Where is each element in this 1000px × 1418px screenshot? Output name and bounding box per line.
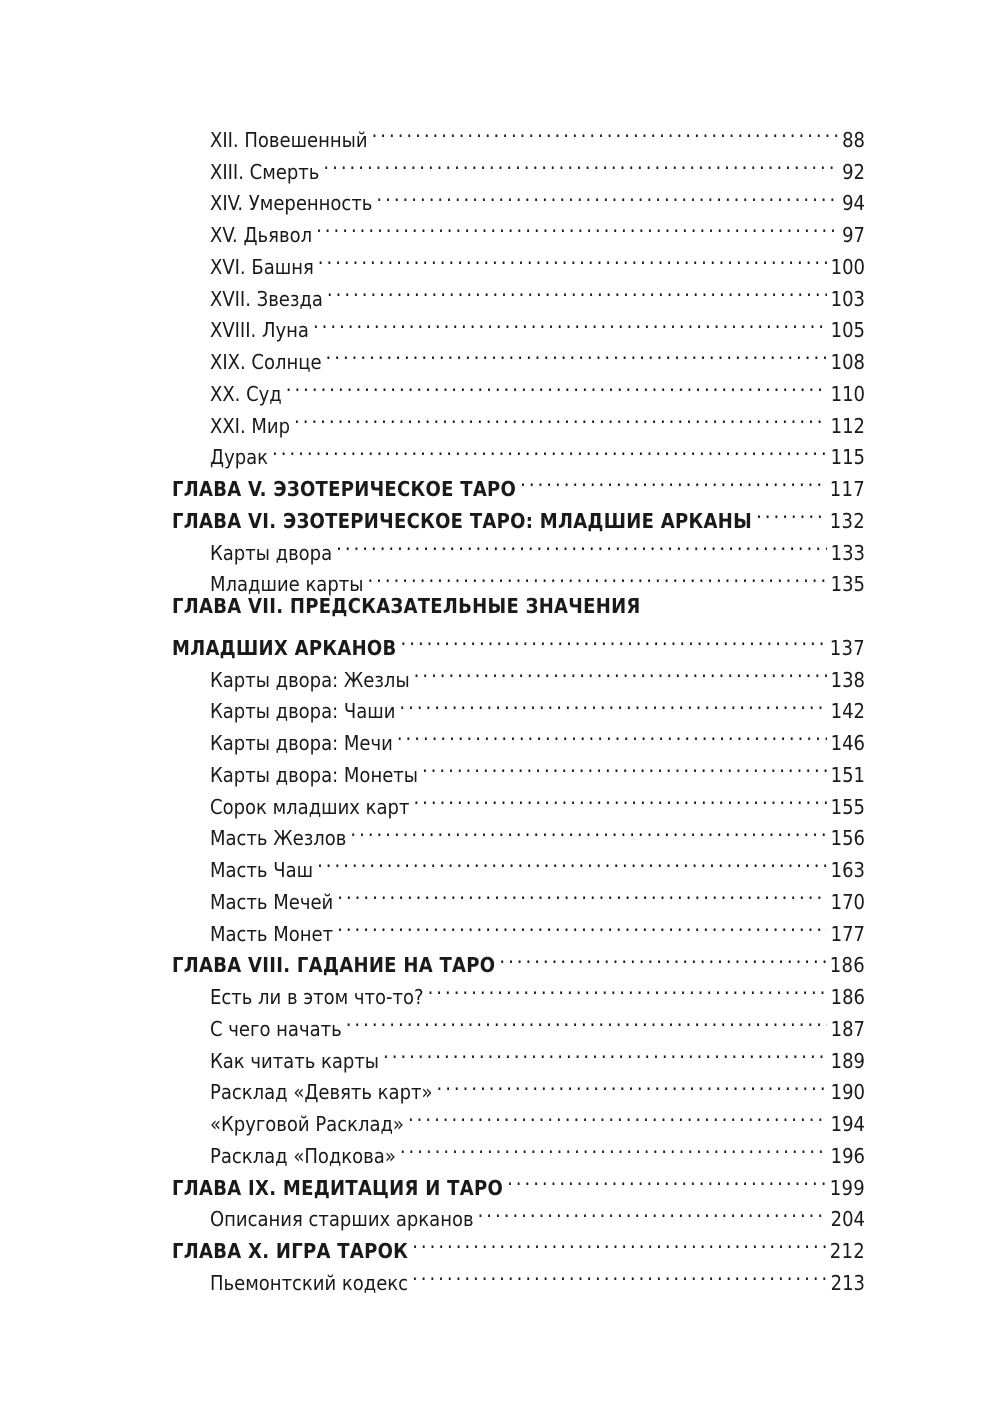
dot-leader — [399, 687, 826, 719]
toc-entry-title: ГЛАВА VII. ПРЕДСКАЗАТЕЛЬНЫЕ ЗНАЧЕНИЯ — [172, 594, 641, 619]
toc-chapter — [172, 623, 865, 660]
toc-page-number: 132 — [829, 508, 865, 533]
dot-leader — [346, 1004, 827, 1036]
toc-page-number: 170 — [830, 889, 865, 914]
toc-page-number: 177 — [830, 921, 865, 946]
dot-leader — [376, 179, 838, 211]
dot-leader — [412, 1226, 826, 1258]
toc-entry-title: ГЛАВА VI. ЭЗОТЕРИЧЕСКОЕ ТАРО: МЛАДШИЕ АРКАНЫ — [172, 508, 753, 533]
toc-entry-title: С чего начать — [210, 1016, 342, 1041]
toc-entry-title: Масть Жезлов — [210, 826, 347, 851]
toc-page-number: 117 — [829, 477, 865, 501]
toc-chapter — [172, 464, 865, 501]
dot-leader — [286, 369, 827, 401]
dot-leader — [316, 210, 838, 242]
dot-leader — [337, 909, 827, 941]
dot-leader — [413, 782, 826, 814]
toc-entry-title: «Круговой Расклад» — [210, 1112, 404, 1136]
toc-entry-title: ГЛАВА V. ЭЗОТЕРИЧЕСКОЕ ТАРО — [172, 477, 517, 501]
toc-page-number: 108 — [830, 350, 865, 374]
toc-page-number: 135 — [830, 572, 865, 597]
dot-leader — [323, 147, 838, 179]
toc-entry-title: XII. Повешенный — [210, 127, 368, 152]
dot-leader — [372, 115, 839, 147]
dot-leader — [478, 1195, 827, 1227]
toc-page-number: 212 — [829, 1239, 865, 1263]
toc-page-number: 94 — [842, 191, 865, 216]
toc-page-number: 115 — [830, 445, 865, 470]
toc-entry-title: Карты двора: Мечи — [210, 731, 393, 755]
toc-page-number: 156 — [830, 826, 865, 851]
toc-page-number: 112 — [830, 413, 865, 438]
dot-leader — [327, 274, 827, 306]
dot-leader — [336, 528, 827, 560]
toc-page-number: 103 — [830, 286, 865, 311]
toc-entry-title: Описания старших арканов — [210, 1207, 474, 1232]
toc-page-number: 194 — [830, 1112, 865, 1136]
toc-entry-title: XX. Суд — [210, 381, 282, 406]
dot-leader — [383, 1036, 827, 1068]
dot-leader — [507, 1163, 826, 1195]
toc-entry-title: Сорок младших карт — [210, 794, 410, 819]
toc-entry-title: Масть Монет — [210, 921, 334, 946]
dot-leader — [412, 1258, 827, 1290]
toc-page-number: 196 — [830, 1143, 865, 1168]
toc-entry-title: Младшие карты — [210, 572, 364, 597]
toc-page-number: 105 — [830, 318, 865, 343]
toc-entry-title: Есть ли в этом что-то? — [210, 985, 424, 1009]
dot-leader — [520, 464, 826, 496]
toc-page-number: 155 — [830, 794, 865, 819]
toc-page-number: 142 — [830, 699, 865, 724]
toc-entry-title: Расклад «Подкова» — [210, 1143, 396, 1168]
toc-page-number: 146 — [830, 731, 865, 755]
toc-entry — [172, 433, 865, 470]
toc-entry-title: Расклад «Девять карт» — [210, 1080, 433, 1105]
toc-page-number: 133 — [830, 540, 865, 565]
dot-leader — [326, 337, 827, 369]
dot-leader — [313, 306, 827, 338]
toc-entry-title: XVII. Звезда — [210, 286, 323, 311]
toc-entry-title: XIX. Солнце — [210, 350, 322, 374]
toc-page-number: 213 — [830, 1270, 865, 1295]
toc-entry-title: Как читать карты — [210, 1048, 380, 1073]
toc-entry-title: МЛАДШИХ АРКАНОВ — [172, 635, 397, 660]
toc-entry-title: XIII. Смерть — [210, 159, 320, 184]
toc-page-number: 186 — [830, 985, 865, 1009]
dot-leader — [272, 433, 827, 465]
toc-page-number: 110 — [830, 381, 865, 406]
toc-page-number: 163 — [830, 858, 865, 882]
toc-page-number: 88 — [842, 127, 865, 152]
toc-entry-title: XXI. Мир — [210, 413, 291, 438]
toc-entry-title: Карты двора — [210, 540, 333, 565]
toc-entry-title: Масть Мечей — [210, 889, 334, 914]
dot-leader — [294, 401, 827, 433]
toc-page-number: 204 — [830, 1207, 865, 1232]
toc-entry-title: XVIII. Луна — [210, 318, 309, 343]
dot-leader — [317, 845, 827, 877]
dot-leader — [337, 877, 826, 909]
dot-leader — [400, 1131, 827, 1163]
toc-page-number: 189 — [830, 1048, 865, 1073]
toc-page-number: 138 — [830, 667, 865, 692]
toc-entry-title: Карты двора: Жезлы — [210, 667, 410, 692]
toc-entry-title: Пьемонтский кодекс — [210, 1270, 409, 1295]
toc-entry-title: XIV. Умеренность — [210, 191, 373, 216]
dot-leader — [401, 623, 826, 655]
dot-leader — [756, 496, 826, 528]
toc-page-number: 186 — [829, 953, 865, 978]
toc-entry — [172, 115, 865, 152]
dot-leader — [414, 655, 827, 687]
toc-entry-title: XV. Дьявол — [210, 223, 313, 247]
toc-page-number: 92 — [842, 159, 865, 184]
dot-leader — [367, 560, 826, 592]
toc-entry-title: ГЛАВА IX. МЕДИТАЦИЯ И ТАРО — [172, 1175, 504, 1200]
toc-entry-title: Карты двора: Монеты — [210, 762, 418, 787]
dot-leader — [350, 814, 826, 846]
toc-page-number: 137 — [829, 635, 865, 660]
toc-entry-title: Дурак — [210, 445, 269, 470]
dot-leader — [408, 1099, 827, 1131]
table-of-contents — [172, 115, 865, 1295]
toc-entry-title: Масть Чаш — [210, 858, 314, 882]
toc-page-number: 151 — [830, 762, 865, 787]
toc-entry-title: ГЛАВА VIII. ГАДАНИЕ НА ТАРО — [172, 953, 496, 978]
dot-leader — [397, 718, 827, 750]
dot-leader — [499, 941, 825, 973]
toc-chapter — [172, 591, 865, 623]
toc-page-number: 187 — [830, 1016, 865, 1041]
toc-entry-title: XVI. Башня — [210, 254, 314, 279]
dot-leader — [422, 750, 827, 782]
toc-page-number: 199 — [829, 1175, 865, 1200]
dot-leader — [437, 1068, 827, 1100]
toc-page-number: 190 — [830, 1080, 865, 1105]
toc-page-number: 97 — [842, 223, 865, 247]
toc-entry-title: ГЛАВА X. ИГРА ТАРОК — [172, 1239, 409, 1263]
dot-leader — [318, 242, 827, 274]
toc-page-number: 100 — [830, 254, 865, 279]
dot-leader — [428, 972, 827, 1004]
toc-entry-title: Карты двора: Чаши — [210, 699, 396, 724]
